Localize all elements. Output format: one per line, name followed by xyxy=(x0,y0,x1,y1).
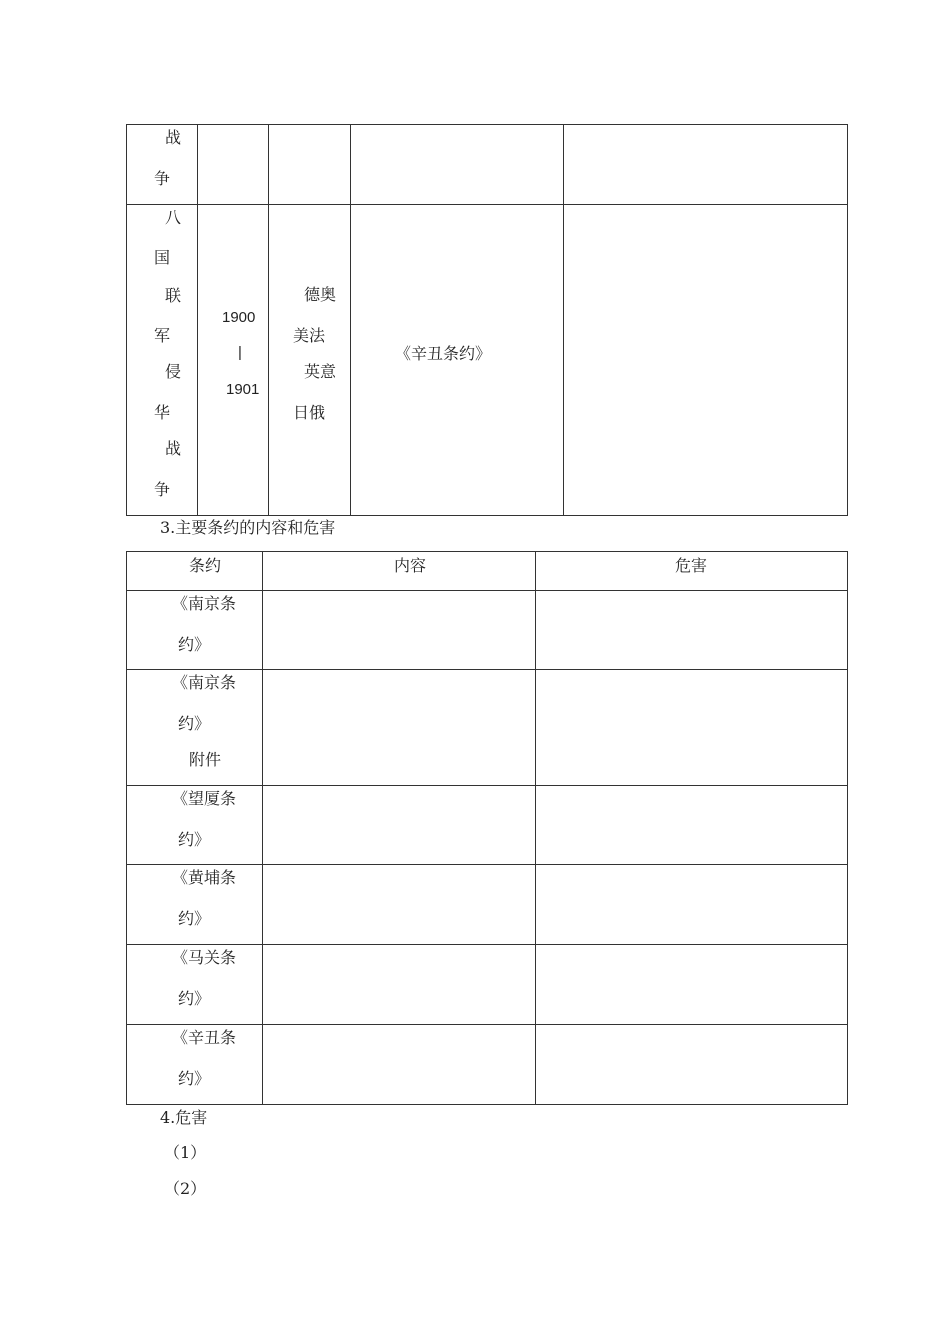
war-name-char: 争 xyxy=(154,480,171,499)
country-pair: 日俄 xyxy=(293,403,326,422)
year-end: 1901 xyxy=(226,381,260,398)
year-start: 1900 xyxy=(222,309,256,326)
treaty-name-line2: 约》 xyxy=(178,830,211,849)
section3-heading: 3.主要条约的内容和危害 xyxy=(160,518,336,537)
header-harm: 危害 xyxy=(675,556,708,575)
harm-item-1: （1） xyxy=(164,1143,207,1162)
treaty-name-line2: 约》 xyxy=(178,635,211,654)
war-treaty: 《辛丑条约》 xyxy=(395,344,492,363)
section4-heading: 4.危害 xyxy=(160,1108,208,1127)
treaty-name-line1: 《南京条 xyxy=(172,594,237,613)
harm-item-2: （2） xyxy=(164,1179,207,1198)
war-name-char: 侵 xyxy=(165,362,182,381)
country-pair: 美法 xyxy=(293,326,326,345)
treaty-name-line1: 《黄埔条 xyxy=(172,868,237,887)
treaty-name-line2: 约》 xyxy=(178,1069,211,1088)
treaty-name-line3: 附件 xyxy=(189,750,222,769)
war-name-char: 军 xyxy=(154,326,171,345)
war-name-char: 战 xyxy=(165,439,182,458)
treaty-name-line1: 《望厦条 xyxy=(172,789,237,808)
war-name-char: 争 xyxy=(154,169,171,188)
war-name-char: 战 xyxy=(165,128,182,147)
treaty-name-line2: 约》 xyxy=(178,989,211,1008)
treaty-name-line1: 《南京条 xyxy=(172,673,237,692)
header-content: 内容 xyxy=(394,556,427,575)
war-name-char: 华 xyxy=(154,403,171,422)
country-pair: 英意 xyxy=(304,362,337,381)
treaty-name-line1: 《马关条 xyxy=(172,948,237,967)
war-name-char: 联 xyxy=(165,286,182,305)
treaty-name-line2: 约》 xyxy=(178,909,211,928)
war-name-char: 八 xyxy=(165,208,182,227)
country-pair: 德奥 xyxy=(304,285,337,304)
year-dash: | xyxy=(238,344,242,361)
treaty-name-line2: 约》 xyxy=(178,714,211,733)
treaty-name-line1: 《辛丑条 xyxy=(172,1028,237,1047)
war-name-char: 国 xyxy=(154,248,171,267)
header-treaty: 条约 xyxy=(189,556,222,575)
